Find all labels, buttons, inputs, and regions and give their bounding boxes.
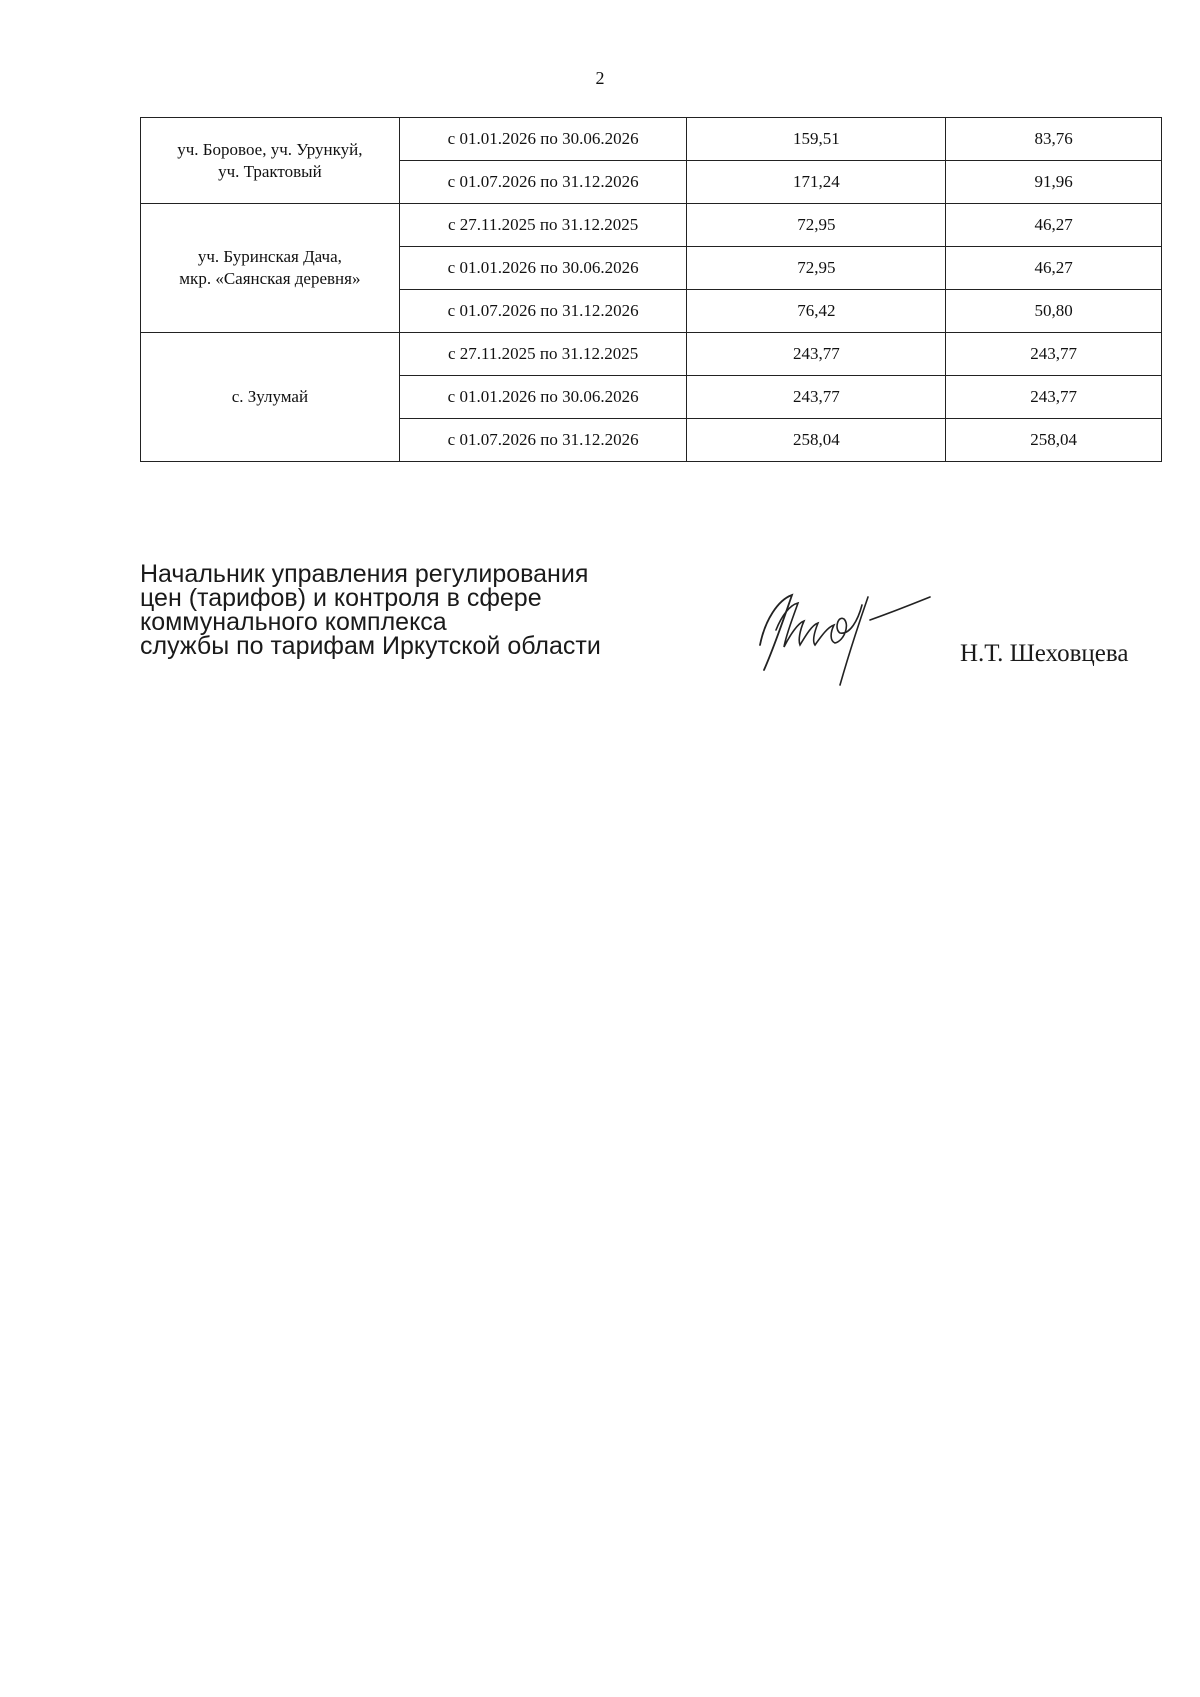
handwritten-signature [740,575,980,690]
table-row [141,333,1162,376]
value2-cell: 46,27 [946,247,1162,290]
period-cell: с 01.01.2026 по 30.06.2026 [399,376,687,419]
value1-cell: 159,51 [687,118,946,161]
value1-cell: 243,77 [687,333,946,376]
period-cell: с 01.07.2026 по 31.12.2026 [399,290,687,333]
value2-cell: 243,77 [946,333,1162,376]
value2-cell: 91,96 [946,161,1162,204]
value2-cell: 50,80 [946,290,1162,333]
location-line: с. Зулумай [231,387,309,406]
signatory-position [140,562,601,658]
location-line: уч. Трактовый [218,161,322,181]
location-line: уч. Буринская Дача, [197,247,342,266]
value2-cell: 258,04 [946,419,1162,462]
page-number: 2 [595,68,605,88]
period-cell: с 27.11.2025 по 31.12.2025 [399,204,687,247]
position-line: службы по тарифам Иркутской области [140,632,601,660]
value2-cell: 83,76 [946,118,1162,161]
signer-name: Н.Т. Шеховцева [960,640,1129,667]
period-cell: с 01.07.2026 по 31.12.2026 [399,161,687,204]
period-cell: с 01.01.2026 по 30.06.2026 [399,247,687,290]
location-cell [141,204,400,333]
value1-cell: 243,77 [687,376,946,419]
value1-cell: 76,42 [687,290,946,333]
value2-cell: 46,27 [946,204,1162,247]
period-cell: с 01.07.2026 по 31.12.2026 [399,419,687,462]
table-row [141,204,1162,247]
value2-cell: 243,77 [946,376,1162,419]
table-row [141,118,1162,161]
value1-cell: 171,24 [687,161,946,204]
position-line: коммунального комплекса [140,608,447,636]
position-line: цен (тарифов) и контроля в сфере [140,584,542,612]
value1-cell: 72,95 [687,204,946,247]
period-cell: с 01.01.2026 по 30.06.2026 [399,118,687,161]
location-line: уч. Боровое, уч. Урункуй, [177,139,363,159]
period-cell: с 27.11.2025 по 31.12.2025 [399,333,687,376]
value1-cell: 258,04 [687,419,946,462]
location-cell [141,333,400,462]
value1-cell: 72,95 [687,247,946,290]
location-line: мкр. «Саянская деревня» [179,269,361,288]
location-cell [141,118,400,204]
position-line: Начальник управления регулирования [140,560,589,588]
tariff-table [140,117,1162,462]
